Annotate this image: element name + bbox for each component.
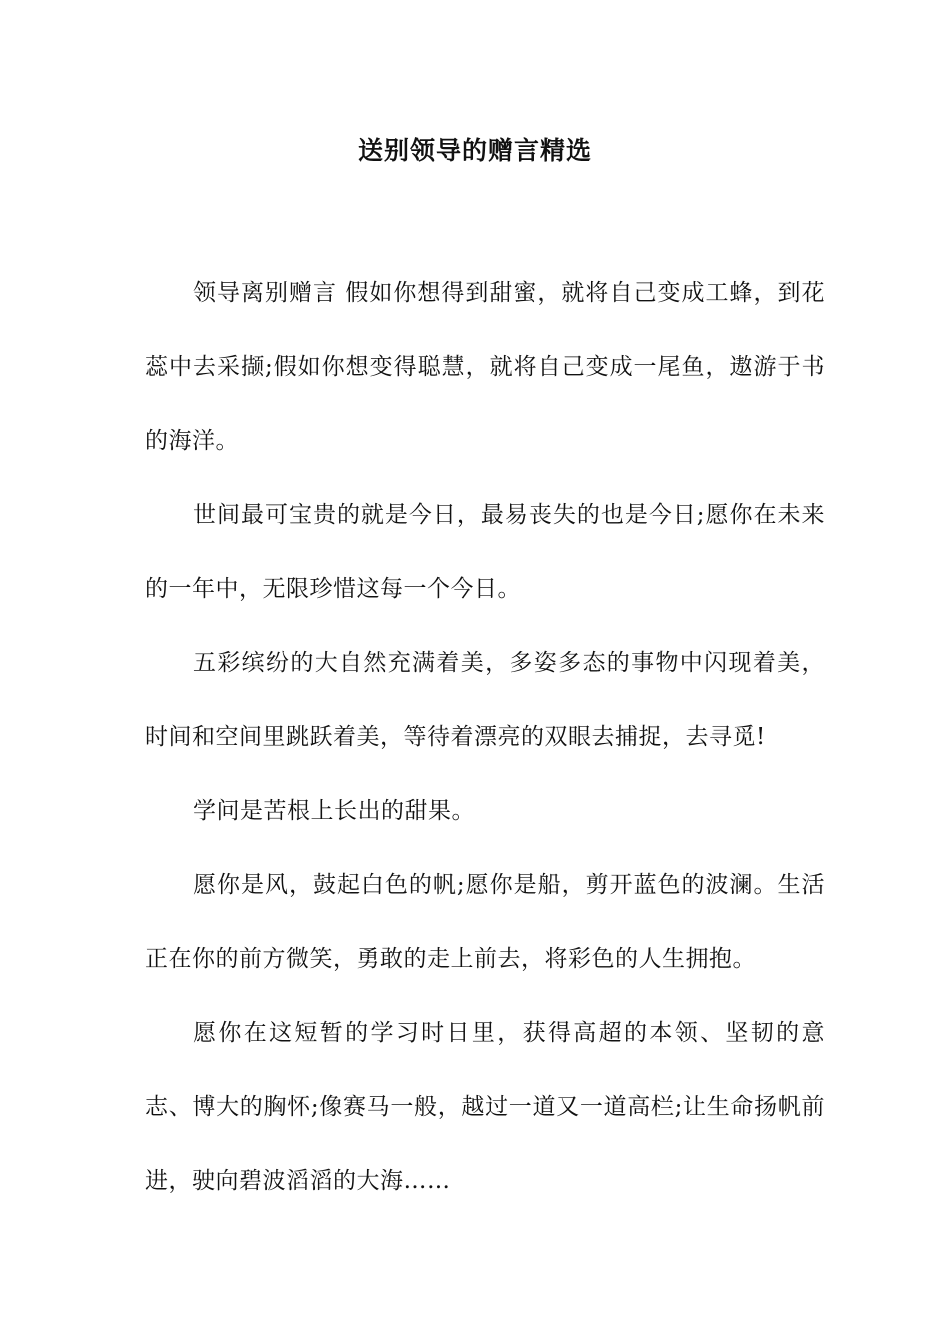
document-body <box>145 256 825 1218</box>
paragraph: 领导离别赠言 假如你想得到甜蜜，就将自己变成工蜂，到花蕊中去采撷;假如你想变得聪慧，就将自己变成一尾鱼，遨游于书的海洋。 <box>145 280 825 454</box>
paragraph: 五彩缤纷的大自然充满着美，多姿多态的事物中闪现着美，时间和空间里跳跃着美，等待着漂亮的双眼去捕捉，去寻觅! <box>145 650 825 750</box>
paragraph: 愿你在这短暂的学习时日里，获得高超的本领、坚韧的意志、博大的胸怀;像赛马一般，越过一道又一道高栏;让生命扬帆前进，驶向碧波滔滔的大海…… <box>145 1020 825 1194</box>
paragraph: 学问是苦根上长出的甜果。 <box>193 798 475 824</box>
paragraph: 世间最可宝贵的就是今日，最易丧失的也是今日;愿你在未来的一年中，无限珍惜这每一个今日。 <box>145 502 825 602</box>
document-title: 送别领导的赠言精选 <box>357 136 592 165</box>
paragraph: 愿你是风，鼓起白色的帆;愿你是船，剪开蓝色的波澜。生活正在你的前方微笑，勇敢的走上前去，将彩色的人生拥抱。 <box>145 872 825 972</box>
